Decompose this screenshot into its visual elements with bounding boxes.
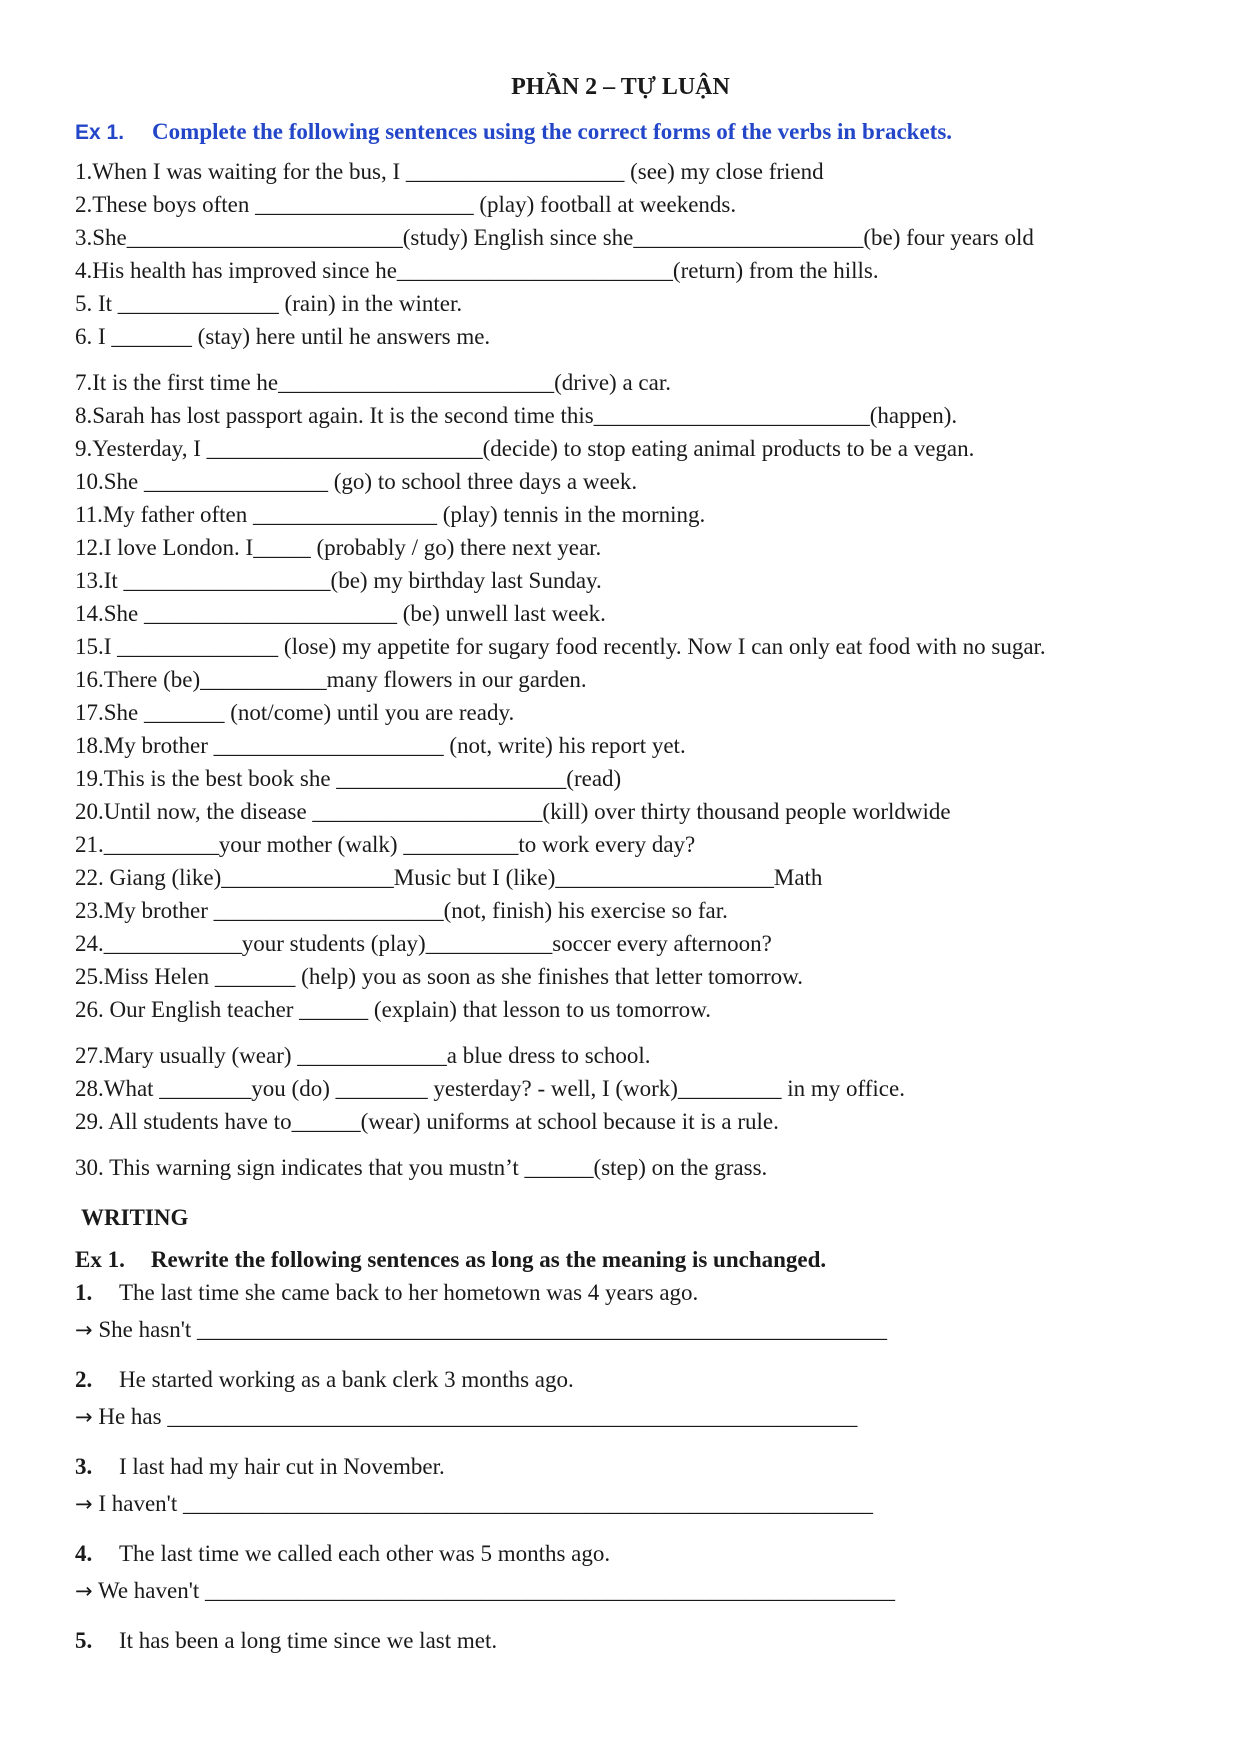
writing-heading: WRITING: [81, 1205, 189, 1230]
exercise-1-heading: [75, 119, 952, 145]
exercise-item: 5. It ______________ (rain) in the winter.: [75, 291, 463, 316]
writing-item-number: 1.: [75, 1280, 93, 1305]
exercise-1-instruction: Complete the following sentences using the correct forms of the verbs in brackets.: [152, 119, 953, 144]
arrow-icon: →: [75, 1492, 93, 1516]
exercise-item: 11.My father often ________________ (play) tennis in the morning.: [75, 502, 706, 527]
exercise-item: 22. Giang (like)_______________Music but I (like)___________________Math: [75, 865, 823, 890]
writing-answer-line: [75, 1316, 887, 1344]
writing-item-number: 3.: [75, 1454, 93, 1479]
exercise-item: 26. Our English teacher ______ (explain) that lesson to us tomorrow.: [75, 997, 711, 1022]
exercise-item: 23.My brother ____________________(not, finish) his exercise so far.: [75, 898, 728, 923]
exercise-item: 7.It is the first time he________________________(drive) a car.: [75, 370, 671, 395]
exercise-item: 3.She________________________(study) English since she____________________(be) four years old: [75, 225, 1034, 250]
exercise-item: 13.It __________________(be) my birthday last Sunday.: [75, 568, 602, 593]
exercise-item: 21.__________your mother (walk) __________to work every day?: [75, 832, 696, 857]
writing-sentence: [75, 1540, 610, 1568]
exercise-1-label: Ex 1.: [75, 121, 125, 144]
exercise-item: 18.My brother ____________________ (not, write) his report yet.: [75, 733, 686, 758]
writing-item-number: 2.: [75, 1367, 93, 1392]
exercise-item: 25.Miss Helen _______ (help) you as soon as she finishes that letter tomorrow.: [75, 964, 804, 989]
writing-sentence: [75, 1366, 574, 1394]
exercise-item: 12.I love London. I_____ (probably / go) there next year.: [75, 535, 602, 560]
writing-item-text: I last had my hair cut in November.: [119, 1454, 445, 1479]
writing-sentence: [75, 1279, 698, 1307]
writing-exercise-heading: [75, 1247, 826, 1273]
exercise-item: 4.His health has improved since he________________________(return) from the hills.: [75, 258, 879, 283]
exercise-item: 30. This warning sign indicates that you mustn’t ______(step) on the grass.: [75, 1155, 768, 1180]
writing-exercise-label: Ex 1.: [75, 1247, 125, 1272]
exercise-item: 6. I _______ (stay) here until he answers me.: [75, 324, 491, 349]
writing-answer-text: I haven't ____________________________________________________________: [98, 1491, 873, 1516]
exercise-item: 16.There (be)___________many flowers in our garden.: [75, 667, 587, 692]
exercise-item: 8.Sarah has lost passport again. It is the second time this________________________(happen).: [75, 403, 958, 428]
exercise-item: 2.These boys often ___________________ (play) football at weekends.: [75, 192, 737, 217]
writing-sentence: [75, 1627, 497, 1655]
writing-item-number: 5.: [75, 1628, 93, 1653]
exercise-item: 20.Until now, the disease ____________________(kill) over thirty thousand people worldwide: [75, 799, 951, 824]
writing-answer-text: He has ____________________________________________________________: [98, 1404, 858, 1429]
arrow-icon: →: [75, 1405, 93, 1429]
writing-exercise-instruction: Rewrite the following sentences as long as the meaning is unchanged.: [150, 1247, 827, 1272]
exercise-item: 15.I ______________ (lose) my appetite for sugary food recently. Now I can only eat food with no sugar.: [75, 634, 1046, 659]
writing-answer-line: [75, 1490, 873, 1518]
writing-item-number: 4.: [75, 1541, 93, 1566]
exercise-item: 27.Mary usually (wear) _____________a blue dress to school.: [75, 1043, 651, 1068]
exercise-item: 9.Yesterday, I ________________________(decide) to stop eating animal products to be a vegan.: [75, 436, 975, 461]
arrow-icon: →: [75, 1579, 93, 1603]
writing-answer-text: She hasn't ____________________________________________________________: [98, 1317, 888, 1342]
writing-item-text: It has been a long time since we last met.: [119, 1628, 498, 1653]
writing-answer-text: We haven't ____________________________________________________________: [97, 1578, 895, 1603]
arrow-icon: →: [75, 1318, 93, 1342]
writing-answer-line: [75, 1577, 895, 1605]
exercise-item: 19.This is the best book she ____________________(read): [75, 766, 622, 791]
writing-item-text: He started working as a bank clerk 3 months ago.: [119, 1367, 574, 1392]
exercise-item: 29. All students have to______(wear) uniforms at school because it is a rule.: [75, 1109, 779, 1134]
exercise-item: 17.She _______ (not/come) until you are ready.: [75, 700, 515, 725]
writing-item-text: The last time we called each other was 5 months ago.: [119, 1541, 611, 1566]
writing-item-text: The last time she came back to her hometown was 4 years ago.: [119, 1280, 699, 1305]
exercise-item: 1.When I was waiting for the bus, I ___________________ (see) my close friend: [75, 159, 824, 184]
exercise-item: 28.What ________you (do) ________ yesterday? - well, I (work)_________ in my office.: [75, 1076, 905, 1101]
writing-answer-line: [75, 1403, 857, 1431]
exercise-item: 24.____________your students (play)___________soccer every afternoon?: [75, 931, 772, 956]
writing-sentence: [75, 1453, 445, 1481]
exercise-item: 10.She ________________ (go) to school three days a week.: [75, 469, 638, 494]
exercise-item: 14.She ______________________ (be) unwell last week.: [75, 601, 606, 626]
page-title: PHẦN 2 – TỰ LUẬN: [511, 74, 730, 100]
